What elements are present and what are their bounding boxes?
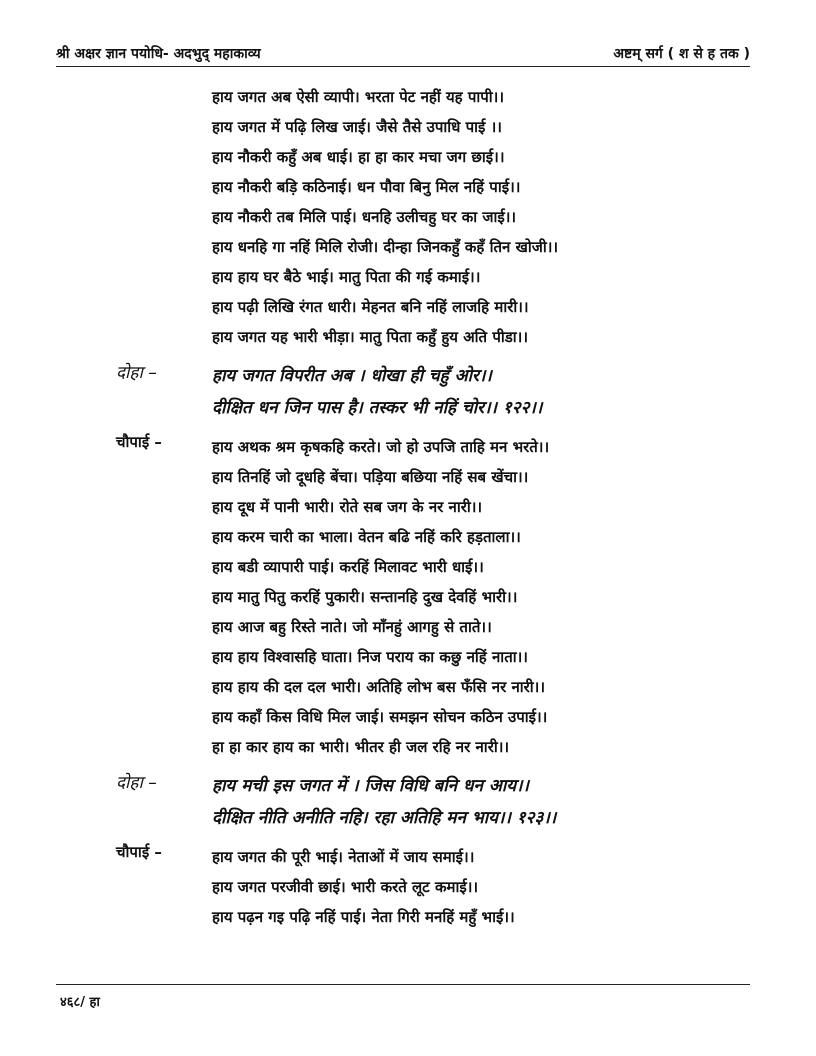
- verse-line: हाय नौकरी तब मिलि पाई। धनहि उलीचहु घर का जाई।।: [212, 208, 517, 226]
- verse-line: हाय धनहि गा नहिं मिलि रोजी। दीन्हा जिनकहुँ कहँ तिन खोजी।।: [212, 238, 559, 256]
- verse-line: हाय जगत में पढ़ि लिख जाई। जैसे तैसे उपाधि पाई ।।: [212, 118, 502, 136]
- verse-line: हाय करम चारी का भाला। वेतन बढि नहिं करि हड़ताला।।: [212, 528, 521, 546]
- doha-line: हाय मची इस जगत में । जिस विधि बनि धन आय।।: [212, 776, 529, 796]
- header-divider: [56, 66, 750, 67]
- verse-line: हाय तिनहिं जो दूधहि बेंचा। पड़िया बछिया नहिं सब खेंचा।।: [212, 468, 529, 486]
- verse-content: [0, 82, 816, 932]
- verse-line: हाय हाय घर बैठे भाई। मातु पिता की गई कमाई।।: [212, 268, 481, 286]
- page-header: [56, 40, 750, 66]
- section-label-chaupai: चौपाई –: [116, 433, 162, 451]
- doha-block-122: [0, 360, 816, 424]
- chaupai-block-3: [0, 842, 816, 932]
- verse-line: हा हा कार हाय का भारी। भीतर ही जल रहि नर नारी।।: [212, 738, 510, 756]
- doha-block-123: [0, 770, 816, 834]
- verse-line: हाय नौकरी बड़ि कठिनाई। धन पौवा बिनु मिल नहिं पाई।।: [212, 178, 521, 196]
- header-book-title: श्री अक्षर ज्ञान पयोधि- अदभुद् महाकाव्य: [56, 45, 261, 62]
- verse-line: हाय जगत परजीवी छाई। भारी करते लूट कमाई।।: [212, 878, 479, 896]
- verse-line: हाय नौकरी कहुँ अब धाई। हा हा कार मचा जग छाई।।: [212, 148, 505, 166]
- doha-line: हाय जगत विपरीत अब । धोखा ही चहुँ ओर।।: [212, 366, 492, 386]
- doha-line: दीक्षित धन जिन पास है। तस्कर भी नहिं चोर।। १२२।।: [212, 398, 543, 418]
- verse-line: हाय जगत अब ऐसी व्यापी। भरता पेट नहीं यह पापी।।: [212, 88, 505, 106]
- verse-line: हाय पढ़ी लिखि रंगत धारी। मेहनत बनि नहिं लाजहि मारी।।: [212, 298, 529, 316]
- verse-line: हाय दूध में पानी भारी। रोते सब जग के नर नारी।।: [212, 498, 483, 516]
- verse-line: हाय बडी व्यापारी पाई। करहिं मिलावट भारी धाई।।: [212, 558, 484, 576]
- section-label-doha: दोहा –: [116, 773, 157, 793]
- verse-line: हाय आज बहु रिस्ते नाते। जो माँनहुं आगहु से ताते।।: [212, 618, 492, 636]
- verse-line: हाय कहाँ किस विधि मिल जाई। समझन सोचन कठिन उपाई।।: [212, 708, 548, 726]
- verse-line: हाय अथक श्रम कृषकहि करते। जो हो उपजि ताहि मन भरते।।: [212, 438, 550, 456]
- footer-divider: [56, 984, 750, 985]
- section-label-chaupai: चौपाई –: [116, 843, 162, 861]
- verse-line: हाय जगत यह भारी भीड़ा। मातु पिता कहुँ हुय अति पीडा।।: [212, 328, 529, 346]
- header-chapter-title: अष्टम् सर्ग ( श से ह तक ): [613, 45, 750, 62]
- doha-line: दीक्षित नीति अनीति नहि। रहा अतिहि मन भाय।। १२३।।: [212, 808, 557, 828]
- verse-line: हाय हाय विश्वासहि घाता। निज पराय का कछु नहिं नाता।।: [212, 648, 528, 666]
- chaupai-block-2: [0, 432, 816, 762]
- chaupai-block-1: [0, 82, 816, 352]
- verse-line: हाय जगत की पूरी भाई। नेताओं में जाय समाई।।: [212, 848, 475, 866]
- verse-line: हाय हाय की दल दल भारी। अतिहि लोभ बस फँसि नर नारी।।: [212, 678, 546, 696]
- page-number: ४६८/ हा: [60, 995, 100, 1010]
- section-label-doha: दोहा –: [116, 363, 157, 383]
- verse-line: हाय पढ़न गइ पढ़ि नहिं पाई। नेता गिरी मनहिं महुँ भाई।।: [212, 908, 515, 926]
- verse-line: हाय मातु पितु करहिं पुकारी। सन्तानहि दुख देवहिं भारी।।: [212, 588, 518, 606]
